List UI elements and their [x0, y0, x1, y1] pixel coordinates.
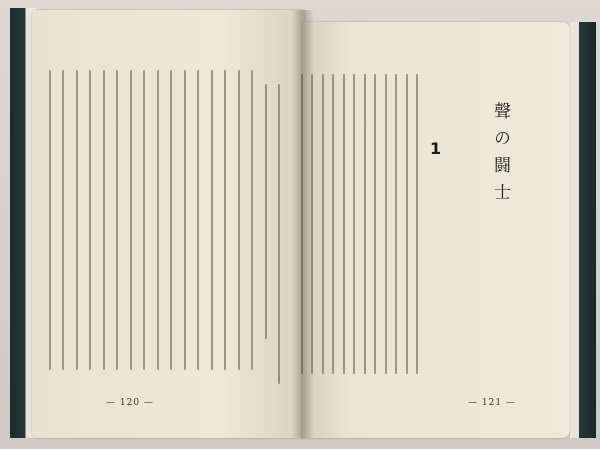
- text-line: [224, 70, 226, 370]
- text-line: [49, 70, 51, 370]
- text-line: [395, 74, 397, 374]
- text-line: [238, 70, 240, 370]
- text-line: [62, 70, 64, 370]
- text-line: [116, 70, 118, 370]
- text-line: [251, 70, 253, 370]
- folio-right: — 121 —: [468, 398, 516, 408]
- text-line: [89, 70, 91, 370]
- text-line: [374, 74, 376, 374]
- text-line: [416, 74, 418, 374]
- text-line: [406, 74, 408, 374]
- text-line: [157, 70, 159, 370]
- text-line: [170, 70, 172, 370]
- text-line: [343, 74, 345, 374]
- section-number: 1: [430, 139, 442, 158]
- text-line: [278, 84, 280, 384]
- text-line: [184, 70, 186, 370]
- left-page: [32, 10, 304, 438]
- text-line: [353, 74, 355, 374]
- text-line: [311, 74, 313, 374]
- text-line: [143, 70, 145, 370]
- book-cover-right: [570, 22, 596, 438]
- text-line: [103, 70, 105, 370]
- text-line: [211, 70, 213, 370]
- text-line: [301, 74, 303, 374]
- text-line: [197, 70, 199, 370]
- text-line: [332, 74, 334, 374]
- chapter-title: 聲の闘士: [490, 102, 510, 210]
- text-line: [265, 84, 267, 339]
- text-line: [130, 70, 132, 370]
- text-line: [322, 74, 324, 374]
- text-line: [385, 74, 387, 374]
- text-line: [364, 74, 366, 374]
- folio-left: — 120 —: [106, 398, 154, 408]
- text-line: [76, 70, 78, 370]
